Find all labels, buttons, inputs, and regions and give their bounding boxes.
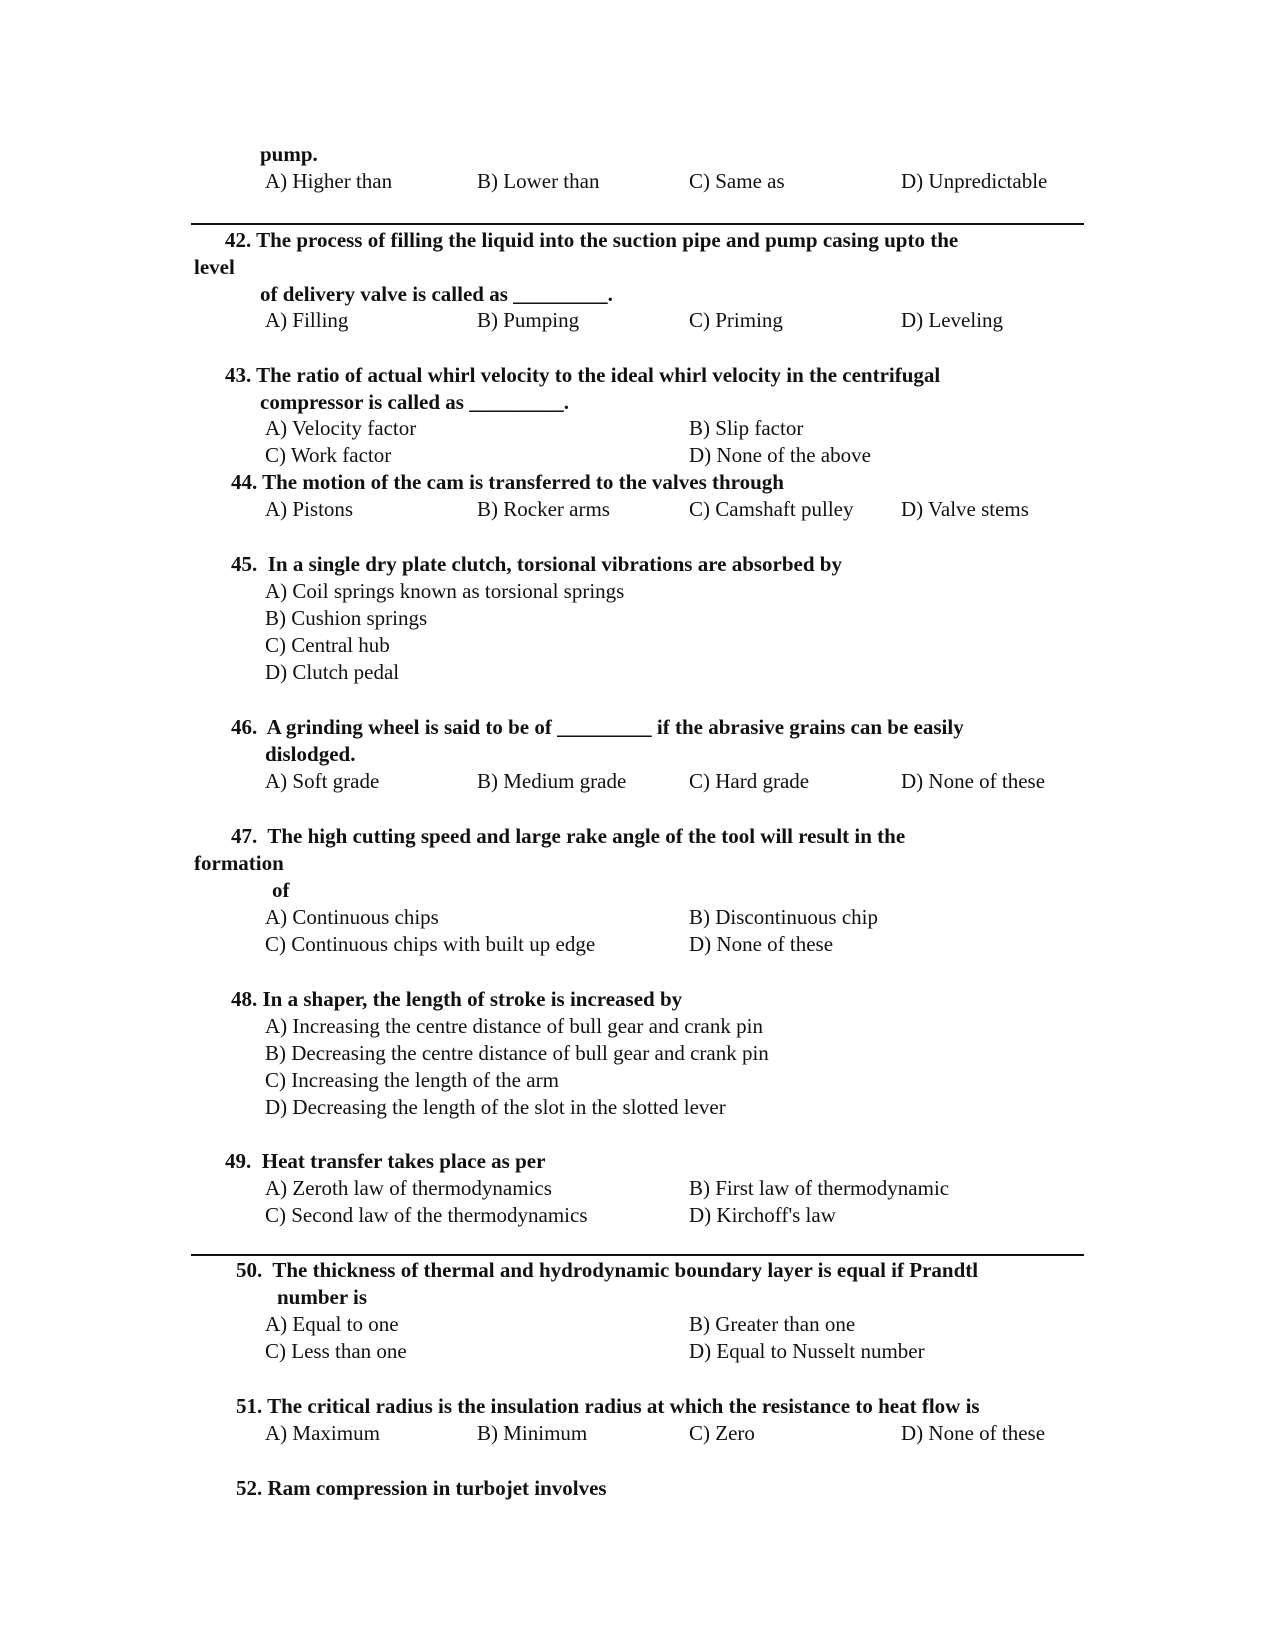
question-46-option-a: A) Soft grade	[265, 769, 380, 793]
section-divider	[191, 223, 1084, 225]
question-50-stem: 50. The thickness of thermal and hydrodynamic boundary layer is equal if Prandtl	[236, 1258, 979, 1282]
question-45-option-c: C) Central hub	[265, 633, 390, 657]
question-50-option-b: B) Greater than one	[689, 1312, 856, 1336]
question-44-option-a: A) Pistons	[265, 497, 354, 521]
question-51-option-d: D) None of these	[901, 1421, 1046, 1445]
question-49-option-c: C) Second law of the thermodynamics	[265, 1203, 588, 1227]
question-47-option-c: C) Continuous chips with built up edge	[265, 932, 596, 956]
question-47-option-a: A) Continuous chips	[265, 905, 439, 929]
question-44-option-c: C) Camshaft pulley	[689, 497, 854, 521]
question-43-option-a: A) Velocity factor	[265, 416, 417, 440]
question-47-stem-cont: formation	[194, 851, 284, 875]
question-51-option-c: C) Zero	[689, 1421, 755, 1445]
question-44-option-b: B) Rocker arms	[477, 497, 610, 521]
question-45-option-a: A) Coil springs known as torsional springs	[265, 579, 625, 603]
question-42-option-c: C) Priming	[689, 308, 783, 332]
question-44-stem: 44. The motion of the cam is transferred to the valves through	[231, 470, 784, 494]
question-43-stem: 43. The ratio of actual whirl velocity to the ideal whirl velocity in the centrifugal	[225, 363, 941, 387]
question-42-stem: 42. The process of filling the liquid into the suction pipe and pump casing upto the	[225, 228, 959, 252]
question-42-option-d: D) Leveling	[901, 308, 1004, 332]
question-49-stem: 49. Heat transfer takes place as per	[225, 1149, 546, 1173]
question-51-option-a: A) Maximum	[265, 1421, 380, 1445]
question-51-option-b: B) Minimum	[477, 1421, 588, 1445]
question-45-option-b: B) Cushion springs	[265, 606, 428, 630]
question-44-option-d: D) Valve stems	[901, 497, 1029, 521]
question-47-option-b: B) Discontinuous chip	[689, 905, 878, 929]
question-43-stem-cont: compressor is called as _________.	[260, 390, 569, 414]
question-41-option-d: D) Unpredictable	[901, 169, 1048, 193]
question-49-option-b: B) First law of thermodynamic	[689, 1176, 950, 1200]
question-48-option-c: C) Increasing the length of the arm	[265, 1068, 559, 1092]
question-48-stem: 48. In a shaper, the length of stroke is increased by	[231, 987, 683, 1011]
question-47-stem-cont: of	[272, 878, 290, 902]
question-41-stem: pump.	[260, 142, 318, 166]
question-46-option-d: D) None of these	[901, 769, 1046, 793]
question-48-option-a: A) Increasing the centre distance of bull gear and crank pin	[265, 1014, 763, 1038]
question-41-option-b: B) Lower than	[477, 169, 600, 193]
question-50-option-d: D) Equal to Nusselt number	[689, 1339, 925, 1363]
question-42-option-b: B) Pumping	[477, 308, 580, 332]
question-51-stem: 51. The critical radius is the insulation radius at which the resistance to heat flow is	[236, 1394, 980, 1418]
question-43-option-d: D) None of the above	[689, 443, 871, 467]
question-41-option-a: A) Higher than	[265, 169, 393, 193]
question-42-stem-cont: level	[194, 255, 235, 279]
question-47-stem: 47. The high cutting speed and large rake angle of the tool will result in the	[231, 824, 906, 848]
question-49-option-d: D) Kirchoff's law	[689, 1203, 836, 1227]
question-46-option-b: B) Medium grade	[477, 769, 627, 793]
question-45-stem: 45. In a single dry plate clutch, torsional vibrations are absorbed by	[231, 552, 842, 576]
question-50-stem-cont: number is	[277, 1285, 368, 1309]
question-45-option-d: D) Clutch pedal	[265, 660, 400, 684]
question-46-stem: 46. A grinding wheel is said to be of _________ if the abrasive grains can be easily	[231, 715, 964, 739]
question-46-option-c: C) Hard grade	[689, 769, 810, 793]
question-48-option-d: D) Decreasing the length of the slot in the slotted lever	[265, 1095, 726, 1119]
question-43-option-c: C) Work factor	[265, 443, 392, 467]
question-49-option-a: A) Zeroth law of thermodynamics	[265, 1176, 552, 1200]
section-divider	[191, 1254, 1084, 1256]
question-50-option-c: C) Less than one	[265, 1339, 407, 1363]
question-50-option-a: A) Equal to one	[265, 1312, 399, 1336]
question-47-option-d: D) None of these	[689, 932, 834, 956]
question-42-stem-cont: of delivery valve is called as _________.	[260, 282, 613, 306]
question-42-option-a: A) Filling	[265, 308, 349, 332]
question-43-option-b: B) Slip factor	[689, 416, 804, 440]
question-46-stem-cont: dislodged.	[265, 742, 356, 766]
question-48-option-b: B) Decreasing the centre distance of bull gear and crank pin	[265, 1041, 769, 1065]
question-52-stem: 52. Ram compression in turbojet involves	[236, 1476, 607, 1500]
question-41-option-c: C) Same as	[689, 169, 785, 193]
